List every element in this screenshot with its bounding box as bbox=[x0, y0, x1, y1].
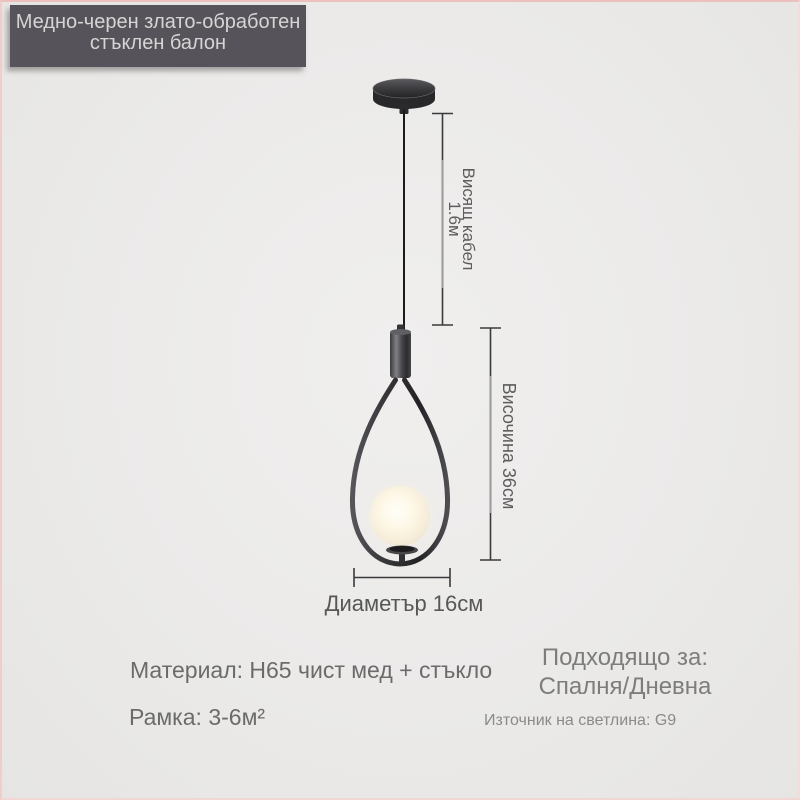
lamp-socket bbox=[390, 325, 411, 379]
spec-light-source: Източник на светлина: G9 bbox=[484, 712, 677, 729]
cable-value: 1.6м bbox=[445, 201, 464, 237]
product-title-line1: Медно-черен злато-обработен bbox=[15, 11, 301, 33]
diameter-dimension-line bbox=[354, 568, 450, 587]
cable-dimension-label bbox=[445, 154, 478, 284]
ceiling-canopy-icon bbox=[373, 79, 435, 114]
spec-material: Материал: H65 чист мед + стъкло bbox=[130, 657, 493, 683]
glass-ball-bulb bbox=[358, 474, 442, 558]
spec-suitable-rooms bbox=[475, 643, 775, 701]
height-dimension-label: Височина 36см bbox=[499, 382, 519, 510]
product-title-line2: стъклен балон bbox=[89, 32, 227, 54]
suitable-value: Спалня/Дневна bbox=[538, 673, 712, 700]
diameter-dimension-label: Диаметър 16см bbox=[324, 591, 484, 616]
cable-label: Висящ кабел bbox=[459, 167, 478, 271]
spec-area: Рамка: 3-6м² bbox=[129, 704, 266, 730]
suitable-title: Подходящо за: bbox=[541, 644, 709, 671]
